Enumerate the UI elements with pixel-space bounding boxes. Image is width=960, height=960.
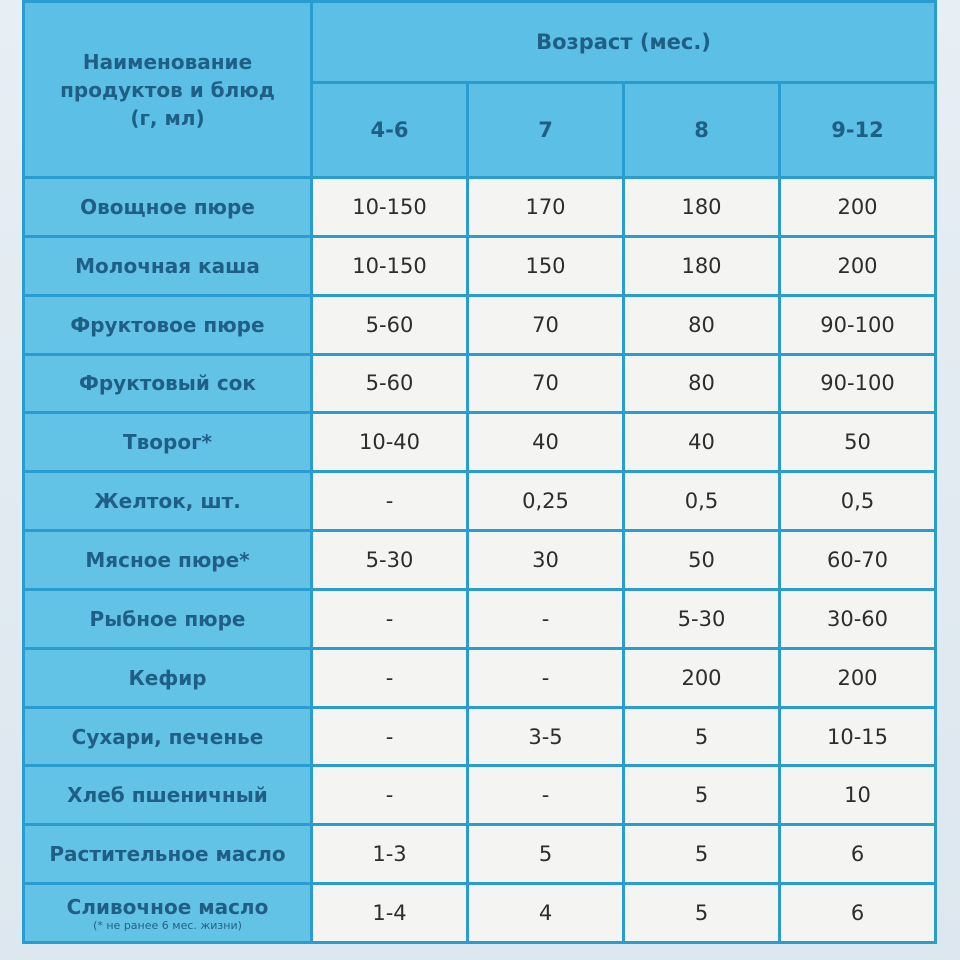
table-cell: 150 xyxy=(468,236,624,295)
age-header-9-12: 9-12 xyxy=(780,83,936,178)
table-cell: 0,25 xyxy=(468,472,624,531)
table-cell: 180 xyxy=(624,178,780,237)
table-cell: 10-150 xyxy=(312,178,468,237)
table-row xyxy=(24,707,936,766)
product-header-line-2: продуктов и блюд xyxy=(60,77,275,102)
table-cell: 5-60 xyxy=(312,354,468,413)
table-cell: - xyxy=(468,648,624,707)
table-row xyxy=(24,354,936,413)
table-cell: 30 xyxy=(468,531,624,590)
table-cell: 10-15 xyxy=(780,707,936,766)
table-cell: - xyxy=(312,648,468,707)
product-name: Овощное пюре xyxy=(24,178,312,237)
table-row xyxy=(24,589,936,648)
table-cell: 10-150 xyxy=(312,236,468,295)
table-row xyxy=(24,531,936,590)
product-header-line-3: (г, мл) xyxy=(130,105,205,130)
product-name: Желток, шт. xyxy=(24,472,312,531)
table-cell: 90-100 xyxy=(780,354,936,413)
table-cell: 5 xyxy=(624,884,780,943)
table-cell: 170 xyxy=(468,178,624,237)
age-header-8: 8 xyxy=(624,83,780,178)
table-cell: 3-5 xyxy=(468,707,624,766)
product-name: Сливочное масло xyxy=(66,894,269,919)
table-cell: - xyxy=(312,707,468,766)
product-name-with-footnote xyxy=(24,884,312,943)
table-cell: 1-4 xyxy=(312,884,468,943)
product-column-header xyxy=(24,2,312,178)
table-cell: 6 xyxy=(780,884,936,943)
table-row xyxy=(24,648,936,707)
table-cell: - xyxy=(312,766,468,825)
table-cell: 5 xyxy=(624,707,780,766)
table-cell: 5 xyxy=(624,766,780,825)
product-name: Растительное масло xyxy=(24,825,312,884)
product-name: Творог* xyxy=(24,413,312,472)
table-cell: 6 xyxy=(780,825,936,884)
table-cell: 5 xyxy=(624,825,780,884)
product-name: Молочная каша xyxy=(24,236,312,295)
table-cell: 4 xyxy=(468,884,624,943)
table-cell: 0,5 xyxy=(624,472,780,531)
table-cell: 50 xyxy=(780,413,936,472)
table-cell: - xyxy=(468,766,624,825)
age-header-4-6: 4-6 xyxy=(312,83,468,178)
table-cell: 200 xyxy=(780,648,936,707)
product-name: Сухари, печенье xyxy=(24,707,312,766)
table-row xyxy=(24,178,936,237)
table-cell: - xyxy=(312,472,468,531)
product-name: Кефир xyxy=(24,648,312,707)
table-cell: 200 xyxy=(780,236,936,295)
table-cell: 10 xyxy=(780,766,936,825)
table-row xyxy=(24,295,936,354)
table-cell: 50 xyxy=(624,531,780,590)
table-cell: 90-100 xyxy=(780,295,936,354)
table-cell: 1-3 xyxy=(312,825,468,884)
table-row xyxy=(24,825,936,884)
table-cell: 40 xyxy=(468,413,624,472)
product-name: Фруктовое пюре xyxy=(24,295,312,354)
footnote: (* не ранее 6 мес. жизни) xyxy=(93,918,242,932)
table-cell: 200 xyxy=(780,178,936,237)
table-cell: 10-40 xyxy=(312,413,468,472)
table-row xyxy=(24,413,936,472)
table-row xyxy=(24,472,936,531)
product-header-line-1: Наименование xyxy=(82,49,253,74)
table-row xyxy=(24,766,936,825)
age-group-header: Возраст (мес.) xyxy=(312,2,936,83)
product-name: Рыбное пюре xyxy=(24,589,312,648)
table-row xyxy=(24,236,936,295)
table-cell: 80 xyxy=(624,295,780,354)
product-name: Фруктовый сок xyxy=(24,354,312,413)
table-cell: 200 xyxy=(624,648,780,707)
table-cell: 70 xyxy=(468,354,624,413)
table-cell: 0,5 xyxy=(780,472,936,531)
table-cell: 30-60 xyxy=(780,589,936,648)
table-row xyxy=(24,884,936,943)
table-cell: 70 xyxy=(468,295,624,354)
table-cell: 60-70 xyxy=(780,531,936,590)
table-cell: 5-60 xyxy=(312,295,468,354)
product-name: Мясное пюре* xyxy=(24,531,312,590)
table-cell: - xyxy=(468,589,624,648)
feeding-table xyxy=(22,0,937,944)
table-cell: - xyxy=(312,589,468,648)
age-header-7: 7 xyxy=(468,83,624,178)
table-cell: 80 xyxy=(624,354,780,413)
table-cell: 180 xyxy=(624,236,780,295)
table-cell: 40 xyxy=(624,413,780,472)
table-cell: 5-30 xyxy=(312,531,468,590)
product-name: Хлеб пшеничный xyxy=(24,766,312,825)
table-cell: 5 xyxy=(468,825,624,884)
table-cell: 5-30 xyxy=(624,589,780,648)
